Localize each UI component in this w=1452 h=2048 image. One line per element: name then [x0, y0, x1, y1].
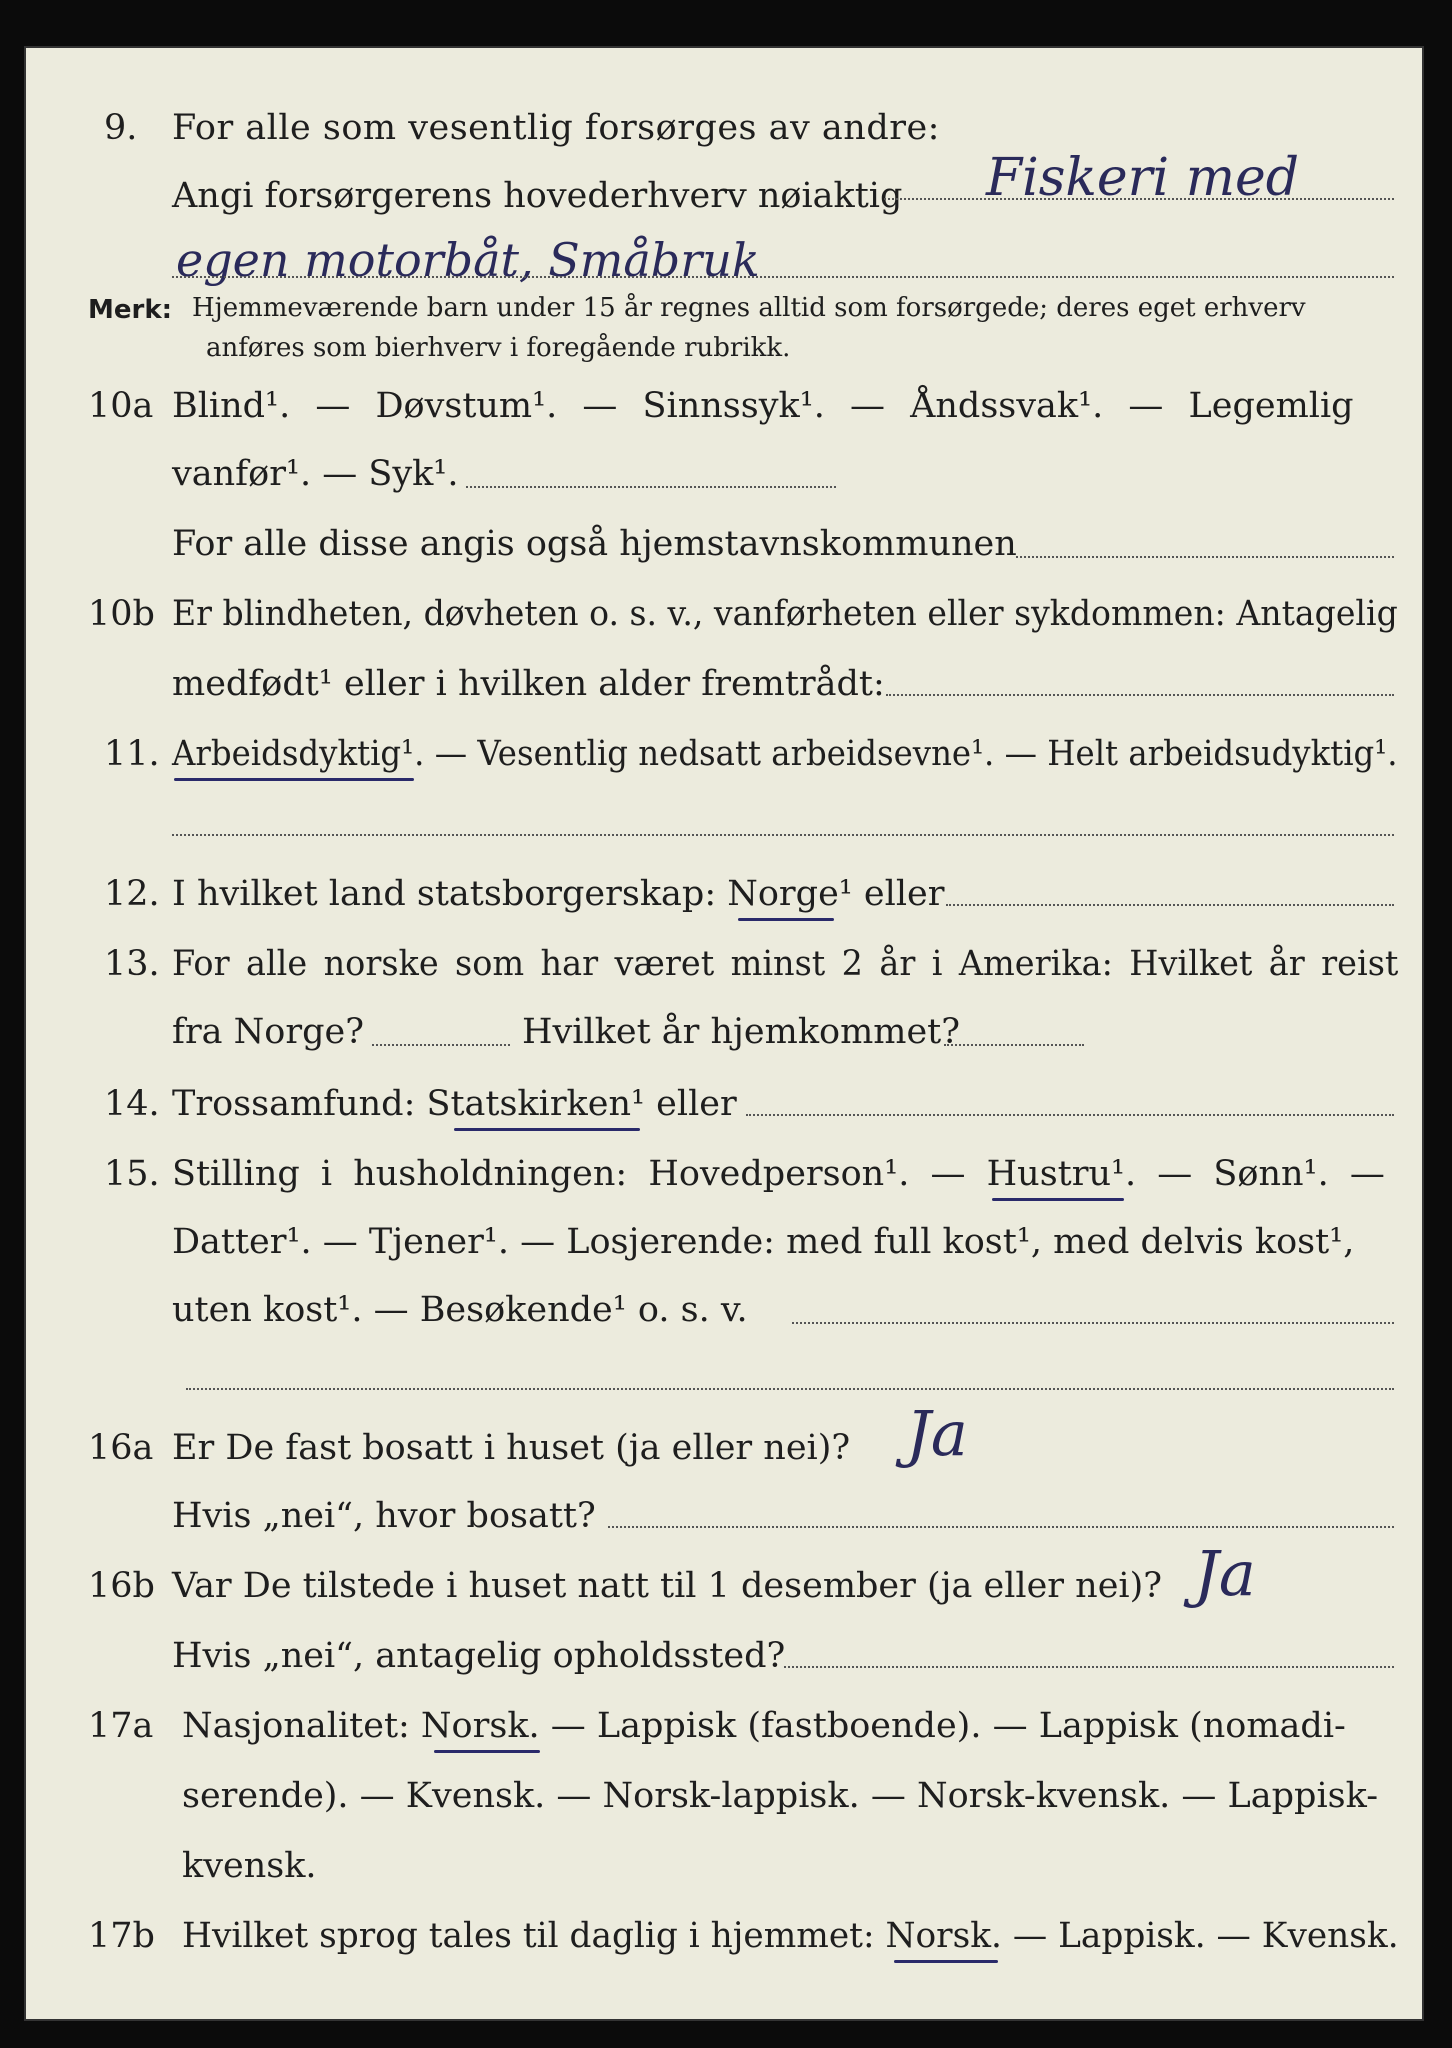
q13-dots-reist: [372, 1044, 510, 1046]
q11-dots: [172, 834, 1394, 836]
q15-line2: Datter¹. — Tjener¹. — Losjerende: med full kost¹, med delvis kost¹,: [172, 1222, 1355, 1262]
q10a-line2-dots: [466, 486, 836, 488]
q14-dots: [746, 1114, 1394, 1116]
q10b-line2-dots: [886, 694, 1394, 696]
q16b-line1: Var De tilstede i huset natt til 1 desember (ja eller nei)?: [172, 1566, 1163, 1606]
q17b-line1: Hvilket sprog tales til daglig i hjemmet: Norsk. — Lappisk. — Kvensk.: [182, 1916, 1399, 1956]
merk-label: Merk:: [88, 295, 173, 325]
q16a-line1: Er De fast bosatt i huset (ja eller nei)?: [172, 1428, 851, 1468]
q16b-dots: [784, 1666, 1394, 1668]
q10b-line2: medfødt¹ eller i hvilken alder fremtrådt:: [172, 664, 885, 704]
q10a-line3-dots: [1016, 556, 1394, 558]
q13-number: 13.: [104, 944, 160, 984]
q17a-line3: kvensk.: [182, 1846, 317, 1886]
q16a-dots: [608, 1526, 1394, 1528]
q16a-line2: Hvis „nei“, hvor bosatt?: [172, 1496, 596, 1536]
q15-dots: [792, 1322, 1394, 1324]
q13-line1: For alle norske som har været minst 2 år i Amerika: Hvilket år reist: [172, 944, 1399, 984]
q9-number: 9.: [104, 108, 138, 148]
merk-line1: Hjemmeværende barn under 15 år regnes alltid som forsørgede; deres eget erhverv: [192, 293, 1306, 323]
q15-line3: uten kost¹. — Besøkende¹ o. s. v.: [172, 1290, 748, 1330]
q15-line1: Stilling i husholdningen: Hovedperson¹. — Hustru¹. — Sønn¹. —: [172, 1154, 1385, 1194]
q9-line1: For alle som vesentlig forsørges av andre:: [172, 108, 940, 148]
q15-underline-hustru: [992, 1198, 1124, 1201]
q15-number: 15.: [104, 1154, 160, 1194]
q14-underline-statskirken: [454, 1128, 640, 1131]
q12-line1: I hvilket land statsborgerskap: Norge¹ eller: [172, 874, 945, 914]
q12-underline-norge: [738, 918, 834, 921]
q17a-number: 17a: [88, 1706, 154, 1746]
q17a-underline-norsk: [434, 1750, 540, 1753]
q16a-number: 16a: [88, 1428, 154, 1468]
q10b-line1: Er blindheten, døvheten o. s. v., vanførheten eller sykdommen: Antagelig: [172, 594, 1398, 634]
q13-line2b: Hvilket år hjemkommet?: [522, 1012, 961, 1052]
q17a-line1: Nasjonalitet: Norsk. — Lappisk (fastboende). — Lappisk (nomadi-: [182, 1706, 1346, 1746]
merk-line2: anføres som bierhverv i foregående rubrikk.: [206, 333, 791, 363]
q10b-number: 10b: [88, 594, 155, 634]
q16b-line2: Hvis „nei“, antagelig opholdssted?: [172, 1636, 786, 1676]
q11-line1: Arbeidsdyktig¹. — Vesentlig nedsatt arbeidsevne¹. — Helt arbeidsudyktig¹.: [172, 734, 1398, 774]
q9-handwritten-answer1: Fiskeri med: [986, 148, 1300, 208]
q14-number: 14.: [104, 1084, 160, 1124]
q17b-number: 17b: [88, 1916, 155, 1956]
q14-line1: Trossamfund: Statskirken¹ eller: [172, 1084, 737, 1124]
q10a-number: 10a: [88, 386, 154, 426]
q11-number: 11.: [104, 734, 160, 774]
q11-underline-arbeidsdyktig: [174, 778, 414, 781]
q13-dots-hjemkommet: [944, 1044, 1084, 1046]
q9-line2: Angi forsørgerens hovederhverv nøiaktig: [172, 176, 903, 216]
q9-handwritten-answer2: egen motorbåt, Småbruk: [176, 233, 760, 287]
q16b-handwritten-answer: Ja: [1194, 1537, 1256, 1610]
q16a-handwritten-answer: Ja: [906, 1397, 968, 1470]
census-form-page: [24, 46, 1424, 2021]
q13-line2a: fra Norge?: [172, 1012, 364, 1052]
q10a-line1: Blind¹. — Døvstum¹. — Sinnssyk¹. — Åndssvak¹. — Legemlig: [172, 386, 1354, 426]
q16b-number: 16b: [88, 1566, 155, 1606]
q17a-line2: serende). — Kvensk. — Norsk-lappisk. — Norsk-kvensk. — Lappisk-: [182, 1776, 1379, 1816]
q9-answer-line2: [172, 276, 1394, 278]
scan-top-edge: [0, 0, 1452, 46]
q12-dots: [946, 904, 1394, 906]
q10a-line2: vanfør¹. — Syk¹.: [172, 454, 459, 494]
q12-number: 12.: [104, 874, 160, 914]
q15-extra-line: [186, 1388, 1394, 1390]
q10a-line3: For alle disse angis også hjemstavnskommunen: [172, 524, 1017, 564]
q17b-underline-norsk: [894, 1960, 998, 1963]
